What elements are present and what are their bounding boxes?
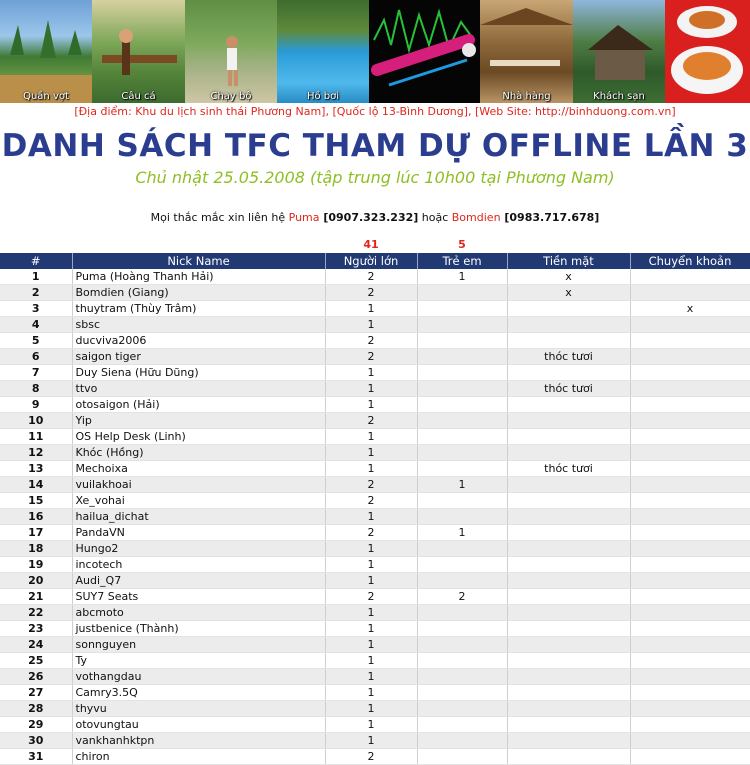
- row-adults: 1: [325, 541, 417, 557]
- row-cash: [507, 333, 630, 349]
- row-cash: [507, 445, 630, 461]
- row-cash: [507, 429, 630, 445]
- row-cash: [507, 509, 630, 525]
- row-adults: 2: [325, 333, 417, 349]
- row-adults: 1: [325, 509, 417, 525]
- tennis-photo: [0, 0, 92, 103]
- row-transfer: [630, 605, 750, 621]
- row-children: [417, 653, 507, 669]
- row-transfer: [630, 653, 750, 669]
- row-number: 7: [0, 365, 72, 381]
- row-transfer: [630, 317, 750, 333]
- row-nickname: vankhanhktpn: [72, 733, 325, 749]
- table-row: [0, 685, 750, 701]
- table-row: [0, 573, 750, 589]
- row-cash: [507, 525, 630, 541]
- row-transfer: [630, 509, 750, 525]
- row-transfer: [630, 445, 750, 461]
- row-number: 12: [0, 445, 72, 461]
- table-row: [0, 557, 750, 573]
- attendee-table: [0, 253, 750, 765]
- row-cash: [507, 605, 630, 621]
- row-adults: 2: [325, 493, 417, 509]
- row-number: 1: [0, 269, 72, 285]
- row-transfer: [630, 541, 750, 557]
- row-transfer: [630, 413, 750, 429]
- row-cash: [507, 301, 630, 317]
- row-transfer: [630, 557, 750, 573]
- banner: [0, 0, 750, 103]
- row-number: 14: [0, 477, 72, 493]
- row-children: [417, 637, 507, 653]
- row-number: 2: [0, 285, 72, 301]
- row-transfer: [630, 397, 750, 413]
- caption-restaurant: Nhà hàng: [502, 91, 551, 102]
- row-nickname: Puma (Hoàng Thanh Hải): [72, 269, 325, 285]
- row-adults: 1: [325, 301, 417, 317]
- row-nickname: otosaigon (Hải): [72, 397, 325, 413]
- row-adults: 1: [325, 733, 417, 749]
- row-number: 30: [0, 733, 72, 749]
- caption-pool: Hồ bơi: [306, 91, 340, 102]
- row-nickname: Ty: [72, 653, 325, 669]
- row-transfer: [630, 621, 750, 637]
- row-adults: 1: [325, 397, 417, 413]
- row-children: [417, 733, 507, 749]
- row-nickname: Camry3.5Q: [72, 685, 325, 701]
- row-nickname: SUY7 Seats: [72, 589, 325, 605]
- table-row: [0, 285, 750, 301]
- row-children: [417, 509, 507, 525]
- row-cash: [507, 733, 630, 749]
- row-children: [417, 669, 507, 685]
- food-photo: [665, 0, 750, 103]
- row-cash: [507, 397, 630, 413]
- row-number: 8: [0, 381, 72, 397]
- row-number: 20: [0, 573, 72, 589]
- table-row: [0, 749, 750, 765]
- row-adults: 1: [325, 637, 417, 653]
- row-children: [417, 397, 507, 413]
- row-nickname: Audi_Q7: [72, 573, 325, 589]
- row-nickname: vothangdau: [72, 669, 325, 685]
- row-children: [417, 461, 507, 477]
- row-children: [417, 557, 507, 573]
- row-cash: [507, 701, 630, 717]
- row-children: [417, 621, 507, 637]
- row-number: 26: [0, 669, 72, 685]
- caption-tennis: Quần vợt: [23, 91, 69, 102]
- total-adults: 41: [363, 238, 379, 251]
- row-transfer: [630, 669, 750, 685]
- contact-name-1: Puma: [288, 211, 320, 224]
- table-row: [0, 717, 750, 733]
- row-adults: 1: [325, 573, 417, 589]
- row-nickname: otovungtau: [72, 717, 325, 733]
- table-header-row: [0, 253, 750, 269]
- row-cash: [507, 493, 630, 509]
- row-children: [417, 573, 507, 589]
- row-nickname: sbsc: [72, 317, 325, 333]
- row-adults: 1: [325, 461, 417, 477]
- table-row: [0, 541, 750, 557]
- row-number: 27: [0, 685, 72, 701]
- row-adults: 1: [325, 557, 417, 573]
- table-row: [0, 733, 750, 749]
- table-row: [0, 509, 750, 525]
- contact-phone-1: [0907.323.232]: [319, 211, 419, 224]
- row-transfer: [630, 749, 750, 765]
- row-nickname: thyvu: [72, 701, 325, 717]
- row-cash: [507, 317, 630, 333]
- table-row: [0, 589, 750, 605]
- row-transfer: [630, 269, 750, 285]
- row-transfer: [630, 573, 750, 589]
- table-row: [0, 381, 750, 397]
- row-children: [417, 685, 507, 701]
- row-nickname: hailua_dichat: [72, 509, 325, 525]
- row-children: [417, 333, 507, 349]
- row-adults: 1: [325, 669, 417, 685]
- row-nickname: vuilakhoai: [72, 477, 325, 493]
- header-cash: Tiền mặt: [507, 253, 630, 269]
- row-adults: 2: [325, 525, 417, 541]
- contact-mid: hoặc: [418, 211, 452, 224]
- row-number: 4: [0, 317, 72, 333]
- row-cash: [507, 557, 630, 573]
- table-row: [0, 653, 750, 669]
- jogging-photo: [185, 0, 277, 103]
- contact-name-2: Bomdien: [451, 211, 501, 224]
- row-nickname: Yip: [72, 413, 325, 429]
- row-adults: 1: [325, 605, 417, 621]
- row-adults: 1: [325, 381, 417, 397]
- row-adults: 2: [325, 285, 417, 301]
- header-transfer: Chuyển khoản: [630, 253, 750, 269]
- row-cash: [507, 365, 630, 381]
- row-cash: [507, 637, 630, 653]
- header-nickname: Nick Name: [72, 253, 325, 269]
- table-row: [0, 269, 750, 285]
- row-number: 24: [0, 637, 72, 653]
- row-number: 19: [0, 557, 72, 573]
- table-row: [0, 397, 750, 413]
- row-number: 21: [0, 589, 72, 605]
- row-nickname: sonnguyen: [72, 637, 325, 653]
- table-row: [0, 525, 750, 541]
- row-cash: [507, 717, 630, 733]
- header-adults: Người lớn: [325, 253, 417, 269]
- row-cash: [507, 589, 630, 605]
- row-number: 5: [0, 333, 72, 349]
- pool-photo: [277, 0, 369, 103]
- row-nickname: incotech: [72, 557, 325, 573]
- row-nickname: abcmoto: [72, 605, 325, 621]
- row-transfer: x: [630, 301, 750, 317]
- row-number: 23: [0, 621, 72, 637]
- row-nickname: chiron: [72, 749, 325, 765]
- row-number: 6: [0, 349, 72, 365]
- contact-prefix: Mọi thắc mắc xin liên hệ: [150, 211, 289, 224]
- table-row: [0, 413, 750, 429]
- table-row: [0, 637, 750, 653]
- row-cash: [507, 621, 630, 637]
- row-children: [417, 285, 507, 301]
- row-number: 9: [0, 397, 72, 413]
- row-children: 1: [417, 269, 507, 285]
- karaoke-photo: [369, 0, 480, 103]
- row-number: 15: [0, 493, 72, 509]
- row-children: [417, 301, 507, 317]
- row-cash: [507, 749, 630, 765]
- row-transfer: [630, 589, 750, 605]
- row-children: [417, 541, 507, 557]
- row-transfer: [630, 477, 750, 493]
- row-children: [417, 717, 507, 733]
- caption-jogging: Chạy bộ: [210, 91, 252, 102]
- row-children: [417, 317, 507, 333]
- row-nickname: ttvo: [72, 381, 325, 397]
- row-nickname: justbenice (Thành): [72, 621, 325, 637]
- table-row: [0, 493, 750, 509]
- table-row: [0, 669, 750, 685]
- event-date: Chủ nhật 25.05.2008 (tập trung lúc 10h00 tại Phương Nam): [135, 168, 615, 187]
- table-row: [0, 301, 750, 317]
- row-adults: 2: [325, 589, 417, 605]
- row-number: 16: [0, 509, 72, 525]
- fishing-photo: [92, 0, 185, 103]
- row-nickname: Hungo2: [72, 541, 325, 557]
- row-adults: 2: [325, 749, 417, 765]
- row-number: 31: [0, 749, 72, 765]
- total-children: 5: [458, 238, 466, 251]
- row-cash: thóc tươi: [507, 461, 630, 477]
- row-nickname: thuytram (Thùy Trâm): [72, 301, 325, 317]
- row-transfer: [630, 525, 750, 541]
- table-row: [0, 701, 750, 717]
- row-transfer: [630, 365, 750, 381]
- row-children: 2: [417, 589, 507, 605]
- header-index: #: [0, 253, 72, 269]
- row-cash: [507, 413, 630, 429]
- row-cash: x: [507, 269, 630, 285]
- row-adults: 1: [325, 429, 417, 445]
- row-children: [417, 349, 507, 365]
- row-transfer: [630, 493, 750, 509]
- row-adults: 1: [325, 445, 417, 461]
- row-adults: 2: [325, 269, 417, 285]
- row-cash: [507, 653, 630, 669]
- row-children: 1: [417, 477, 507, 493]
- row-transfer: [630, 333, 750, 349]
- row-transfer: [630, 701, 750, 717]
- row-cash: [507, 477, 630, 493]
- row-nickname: PandaVN: [72, 525, 325, 541]
- restaurant-photo: [480, 0, 573, 103]
- table-row: [0, 317, 750, 333]
- contact-line: [0, 211, 750, 224]
- row-number: 17: [0, 525, 72, 541]
- contact-phone-2: [0983.717.678]: [500, 211, 600, 224]
- table-row: [0, 429, 750, 445]
- row-number: 28: [0, 701, 72, 717]
- row-children: [417, 701, 507, 717]
- row-transfer: [630, 381, 750, 397]
- row-children: [417, 429, 507, 445]
- row-transfer: [630, 685, 750, 701]
- row-transfer: [630, 461, 750, 477]
- row-number: 22: [0, 605, 72, 621]
- row-number: 18: [0, 541, 72, 557]
- row-adults: 1: [325, 685, 417, 701]
- row-adults: 2: [325, 349, 417, 365]
- row-cash: x: [507, 285, 630, 301]
- row-children: 1: [417, 525, 507, 541]
- row-nickname: saigon tiger: [72, 349, 325, 365]
- header-children: Trẻ em: [417, 253, 507, 269]
- caption-fishing: Câu cá: [121, 91, 156, 102]
- row-transfer: [630, 637, 750, 653]
- hotel-photo: [573, 0, 665, 103]
- row-adults: 2: [325, 413, 417, 429]
- row-children: [417, 605, 507, 621]
- row-number: 13: [0, 461, 72, 477]
- table-row: [0, 461, 750, 477]
- row-children: [417, 445, 507, 461]
- row-cash: [507, 685, 630, 701]
- row-children: [417, 365, 507, 381]
- table-row: [0, 365, 750, 381]
- row-cash: thóc tươi: [507, 381, 630, 397]
- row-adults: 1: [325, 317, 417, 333]
- row-adults: 2: [325, 477, 417, 493]
- row-cash: [507, 541, 630, 557]
- row-nickname: Mechoixa: [72, 461, 325, 477]
- row-children: [417, 493, 507, 509]
- row-adults: 1: [325, 365, 417, 381]
- table-row: [0, 349, 750, 365]
- row-adults: 1: [325, 701, 417, 717]
- row-transfer: [630, 285, 750, 301]
- table-row: [0, 477, 750, 493]
- row-number: 3: [0, 301, 72, 317]
- row-cash: [507, 573, 630, 589]
- table-row: [0, 445, 750, 461]
- row-children: [417, 413, 507, 429]
- row-number: 25: [0, 653, 72, 669]
- row-nickname: Xe_vohai: [72, 493, 325, 509]
- row-number: 11: [0, 429, 72, 445]
- row-children: [417, 749, 507, 765]
- caption-hotel: Khách sạn: [593, 91, 645, 102]
- location-info: [Địa điểm: Khu du lịch sinh thái Phương Nam], [Quốc lộ 13-Bình Dương], [Web Site: http://binhduong.com.vn]: [74, 105, 676, 118]
- row-transfer: [630, 429, 750, 445]
- row-number: 29: [0, 717, 72, 733]
- row-transfer: [630, 717, 750, 733]
- row-transfer: [630, 349, 750, 365]
- row-nickname: ducviva2006: [72, 333, 325, 349]
- row-cash: thóc tươi: [507, 349, 630, 365]
- row-transfer: [630, 733, 750, 749]
- row-number: 10: [0, 413, 72, 429]
- row-nickname: Khóc (Hồng): [72, 445, 325, 461]
- row-nickname: Bomdien (Giang): [72, 285, 325, 301]
- row-nickname: Duy Siena (Hữu Dũng): [72, 365, 325, 381]
- table-row: [0, 333, 750, 349]
- row-nickname: OS Help Desk (Linh): [72, 429, 325, 445]
- table-row: [0, 621, 750, 637]
- row-adults: 1: [325, 717, 417, 733]
- table-row: [0, 605, 750, 621]
- row-cash: [507, 669, 630, 685]
- page-title: DANH SÁCH TFC THAM DỰ OFFLINE LẦN 3: [1, 128, 749, 164]
- row-adults: 1: [325, 653, 417, 669]
- row-adults: 1: [325, 621, 417, 637]
- row-children: [417, 381, 507, 397]
